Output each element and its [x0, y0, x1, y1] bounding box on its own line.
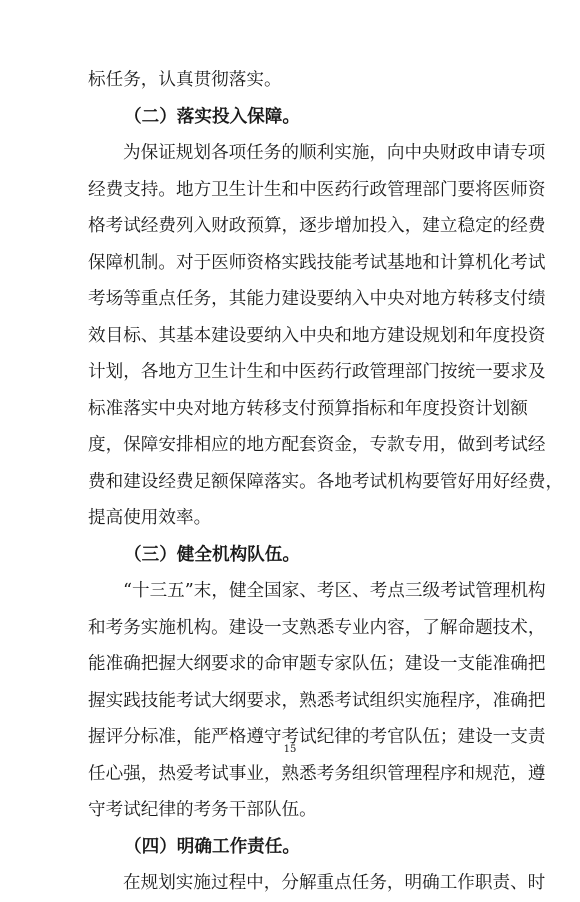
paragraph-last-line: 标任务，认真贯彻落实。	[88, 70, 282, 90]
paragraph-line: 格考试经费列入财政预算，逐步增加投入，建立稳定的经费	[88, 216, 546, 236]
paragraph-last-line: 守考试纪律的考务干部队伍。	[88, 800, 317, 820]
paragraph-line: 握实践技能考试大纲要求，熟悉考试组织实施程序，准确把	[88, 690, 546, 711]
section-heading: （四）明确工作责任。	[124, 835, 300, 857]
paragraph-line: 计划，各地方卫生计生和中医药行政管理部门按统一要求及	[88, 362, 546, 382]
paragraph-line: 费和建设经费足额保障落实。各地考试机构要管好用好经费，	[88, 471, 564, 492]
paragraph-first-line: 在规划实施过程中，分解重点任务，明确工作职责、时	[123, 873, 546, 893]
section-heading: （二）落实投入保障。	[124, 105, 300, 127]
paragraph-line: 度，保障安排相应的地方配套资金，专款专用，做到考试经	[88, 435, 546, 455]
paragraph-line: 和考务实施机构。建设一支熟悉专业内容，了解命题技术，	[88, 617, 546, 638]
paragraph-first-line: 为保证规划各项任务的顺利实施，向中央财政申请专项	[123, 143, 546, 163]
body-text	[88, 62, 564, 902]
paragraph-line: 能准确把握大纲要求的命审题专家队伍；建设一支能准确把	[88, 654, 546, 674]
paragraph-line: 经费支持。地方卫生计生和中医药行政管理部门要将医师资	[88, 179, 546, 200]
paragraph-line: 考场等重点任务，其能力建设要纳入中央对地方转移支付绩	[88, 289, 546, 309]
paragraph-line: 标准落实中央对地方转移支付预算指标和年度投资计划额	[88, 398, 528, 419]
paragraph-first-line: “十三五”末，健全国家、考区、考点三级考试管理机构	[123, 581, 546, 601]
paragraph-line: 保障机制。对于医师资格实践技能考试基地和计算机化考试	[88, 252, 546, 273]
paragraph-last-line: 提高使用效率。	[88, 508, 212, 528]
paragraph-line: 效目标、其基本建设要纳入中央和地方建设规划和年度投资	[88, 325, 546, 346]
paragraph-line: 握评分标准，能严格遵守考试纪律的考官队伍；建设一支责	[88, 727, 546, 747]
section-heading: （三）健全机构队伍。	[124, 543, 300, 565]
paragraph-line: 任心强，热爱考试事业，熟悉考务组织管理程序和规范，遵	[88, 763, 546, 784]
page-number: 15	[283, 744, 297, 755]
